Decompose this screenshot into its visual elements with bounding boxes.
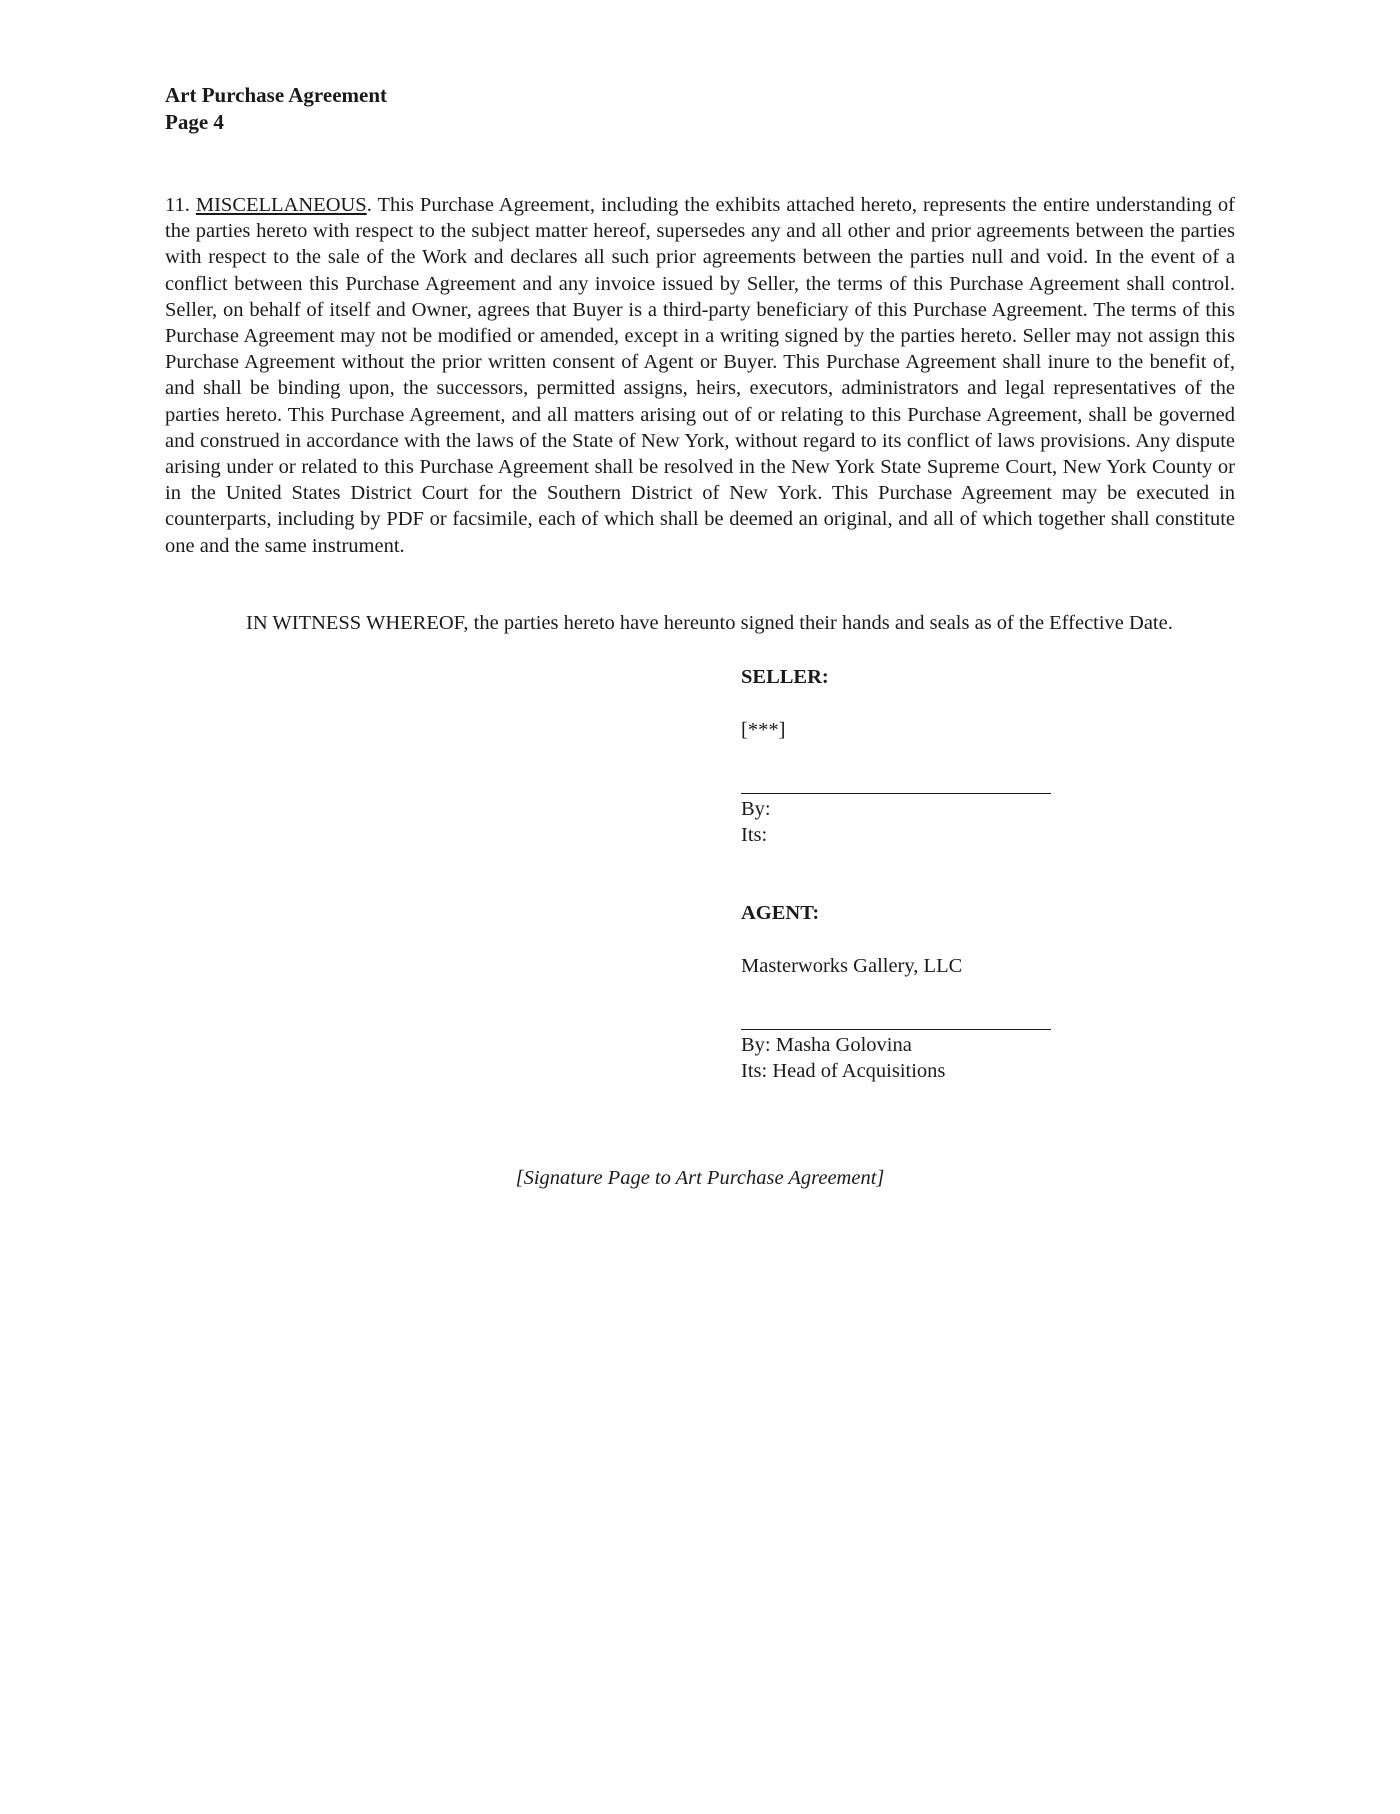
section-heading: MISCELLANEOUS [195, 194, 367, 216]
section-11-miscellaneous [165, 192, 1235, 559]
seller-by: By: [741, 798, 771, 820]
witness-clause: IN WITNESS WHEREOF, the parties hereto have hereunto signed their hands and seals as of the Effective Date. [246, 612, 1173, 634]
page-number: Page 4 [165, 110, 224, 134]
seller-signature-line [741, 793, 1051, 794]
agent-name: Masterworks Gallery, LLC [741, 955, 963, 977]
document-title: Art Purchase Agreement [165, 83, 387, 107]
agent-by: By: Masha Golovina [741, 1034, 912, 1056]
page-header [165, 82, 387, 136]
signature-page-footer: [Signature Page to Art Purchase Agreement] [515, 1167, 885, 1189]
seller-heading: SELLER: [741, 666, 829, 688]
agent-signature-line [741, 1029, 1051, 1030]
agent-heading: AGENT: [741, 902, 820, 924]
section-body: . This Purchase Agreement, including the exhibits attached hereto, represents the entire understanding of the parties hereto with respect to the subject matter hereof, supersedes any and all other and prior agreements between the parties with respect to the sale of the Work and declares all such prior agreements between the parties null and void. In the event of a conflict between this Purchase Agreement and any invoice issued by Seller, the terms of this Purchase Agreement shall control. Seller, on behalf of itself and Owner, agrees that Buyer is a third-party beneficiary of this Purchase Agreement. The terms of this Purchase Agreement may not be modified or amended, except in a writing signed by the parties hereto. Seller may not assign this Purchase Agreement without the prior written consent of Agent or Buyer. This Purchase Agreement shall inure to the benefit of, and shall be binding upon, the successors, permitted assigns, heirs, executors, administrators and legal representatives of the parties hereto. This Purchase Agreement, and all matters arising out of or relating to this Purchase Agreement, shall be governed and construed in accordance with the laws of the State of New York, without regard to its conflict of laws provisions. Any dispute arising under or related to this Purchase Agreement shall be resolved in the New York State Supreme Court, New York County or in the United States District Court for the Southern District of New York. This Purchase Agreement may be executed in counterparts, including by PDF or facsimile, each of which shall be deemed an original, and all of which together shall constitute one and the same instrument. [165, 194, 1235, 557]
seller-its: Its: [741, 824, 768, 846]
agent-its: Its: Head of Acquisitions [741, 1060, 946, 1082]
section-number: 11. [165, 194, 190, 216]
seller-name: [***] [741, 719, 786, 741]
